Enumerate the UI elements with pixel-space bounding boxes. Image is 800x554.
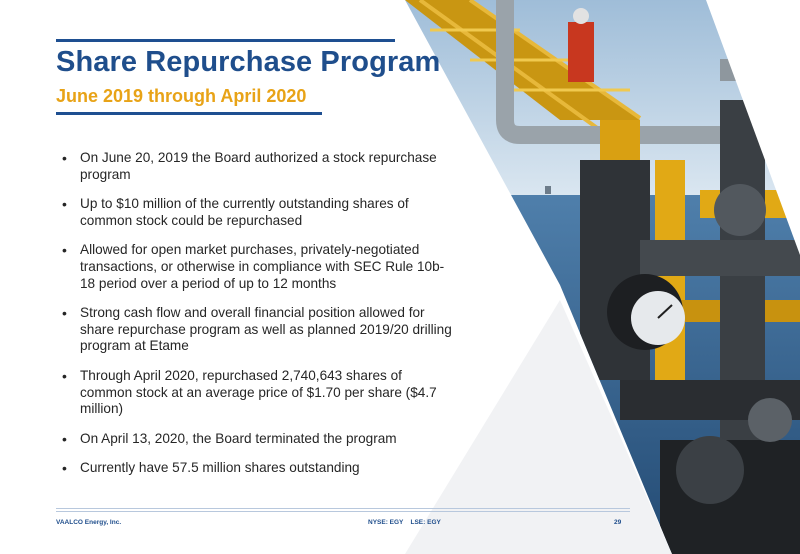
page-number: 29 (614, 519, 622, 526)
bullet-item: • On April 13, 2020, the Board terminated the program (56, 431, 456, 448)
footer-rule (56, 511, 630, 512)
footer-ticker: NYSE: EGY LSE: EGY (368, 519, 441, 526)
bullet-item: • Currently have 57.5 million shares outstanding (56, 460, 456, 477)
bullet-item: • Allowed for open market purchases, privately-negotiated transactions, or otherwise in compliance with SEC Rule 10b-18 period over a period of up to 12 months (56, 242, 456, 292)
slide-subtitle: June 2019 through April 2020 (56, 86, 307, 106)
title-rule-top (56, 39, 395, 42)
bullet-item: • Up to $10 million of the currently outstanding shares of common stock could be repurchased (56, 196, 456, 229)
footer-rule (56, 508, 630, 509)
footer-company: VAALCO Energy, Inc. (56, 519, 122, 526)
bullet-item: • On June 20, 2019 the Board authorized a stock repurchase program (56, 150, 456, 183)
bullet-item: • Through April 2020, repurchased 2,740,643 shares of common stock at an average price of $1.70 per share ($4.7 million) (56, 368, 456, 418)
bullet-item: • Strong cash flow and overall financial position allowed for share repurchase program as well as planned 2019/20 drilling program at Etame (56, 305, 456, 355)
bullet-list (56, 150, 456, 490)
slide-title: Share Repurchase Program (56, 46, 441, 78)
title-rule-bottom (56, 112, 322, 115)
